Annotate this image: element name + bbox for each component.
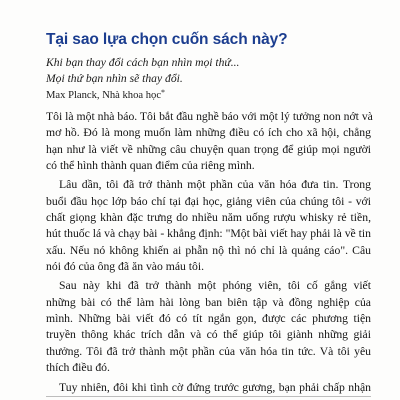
text-line: Tôi là một nhà báo. Tôi bắt đầu nghề báo với một lý tưởng non nớt và [46,110,373,123]
text-line: buổi đầu học lớp báo chí tại đại học, giảng viên của chúng tôi - với [46,194,371,208]
text-line: hạn như là viết về những câu chuyện quan trọng để giúp mọi người [46,142,371,156]
text-line: mình. Những bài viết đó có tít ngắn gọn, được các phương tiện [46,312,371,326]
paragraph [46,109,371,174]
footnote-mark: * [161,88,166,97]
text-line: Lâu dần, tôi đã trở thành một phần của văn hóa đưa tin. Trong [59,178,371,192]
text-line: hút thuốc lá và chạy bài - khẳng định: "Một bài viết hay phải là về tin [46,227,371,241]
text-line: nói đó của ông đã ăn vào máu tôi. [46,260,205,274]
epigraph-line: Khi bạn thay đổi cách bạn nhìn mọi thứ... [46,56,240,69]
text-line: truyền thông khác trích dẫn và có thể giúp tôi giành những giải [46,328,371,342]
epigraph-line: Mọi thứ bạn nhìn sẽ thay đổi. [46,72,183,85]
text-line: mơ hồ. Đó là mong muốn làm những điều có ích cho xã hội, chẳng [46,126,371,140]
paragraph [46,278,371,376]
body-text [46,109,371,399]
text-line: xấu. Nếu nó không khiến ai phẫn nộ thì nó chỉ là quảng cáo". Câu [46,243,371,257]
text-line: những bài có thể làm hài lòng ban biên tập và đồng nghiệp của [46,295,371,309]
epigraph-attribution [46,88,165,101]
attribution-text: Max Planck, Nhà khoa học [46,90,162,101]
section-heading: Tại sao lựa chọn cuốn sách này? [46,31,288,48]
text-line: thưởng. Tôi đã trở thành một phần của văn hóa tin tức. Và tôi yêu [46,344,371,358]
paragraph [46,380,371,396]
text-line: Sau này khi đã trở thành một phóng viên, tôi cố gắng viết [59,279,371,293]
text-line: Tuy nhiên, đôi khi tình cờ đứng trước gương, bạn phải chấp nhận [59,380,371,394]
epigraph-quote [46,55,366,87]
paragraph [46,177,371,275]
footnote-divider [46,396,371,397]
text-line: chất giọng khàn đặc trưng do nhiều năm uống rượu whisky rẻ tiền, [46,211,371,225]
text-line: có thể hình thành quan điểm của riêng mình. [46,159,255,173]
text-line: thích điều đó. [46,361,110,375]
